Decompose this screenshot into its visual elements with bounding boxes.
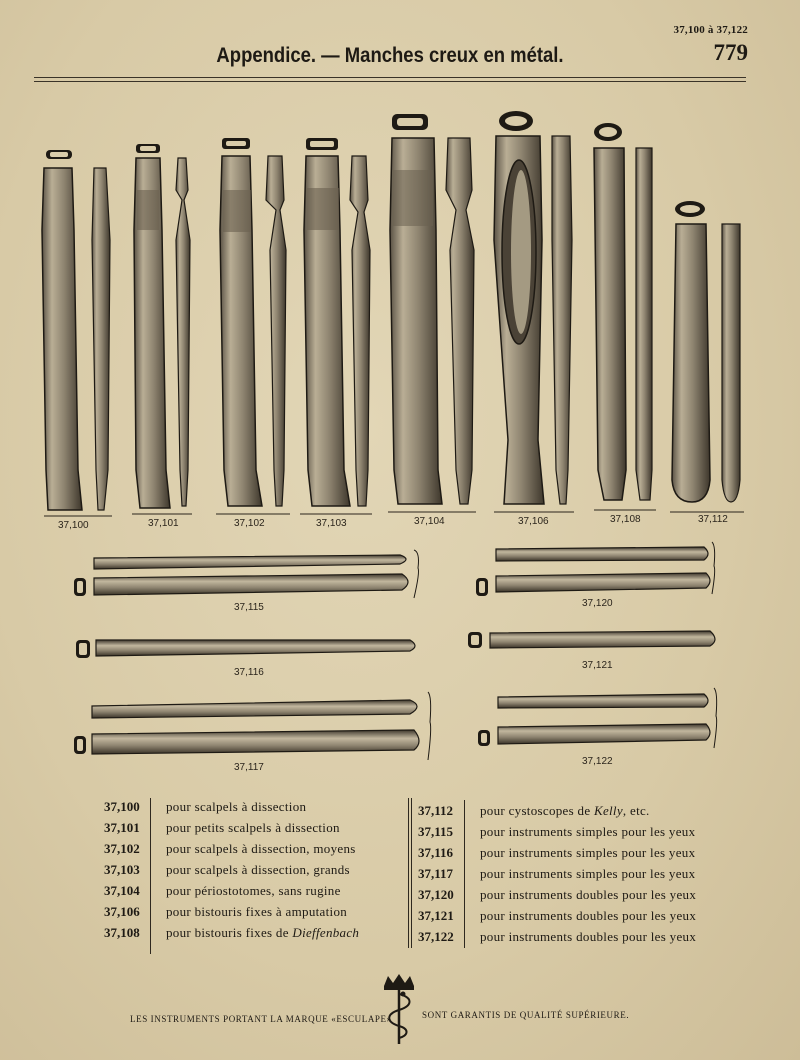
- handle-37120: [476, 542, 715, 596]
- handle-37121: [468, 631, 715, 648]
- handle-37100: [42, 150, 110, 510]
- caption-37100: 37,100: [58, 520, 89, 531]
- table-row: [104, 880, 359, 901]
- item-code: 37,120: [418, 887, 454, 902]
- item-description: pour instruments simples pour les yeux: [480, 866, 696, 881]
- table-row: [104, 859, 359, 880]
- caption-37104: 37,104: [414, 516, 445, 527]
- item-code: 37,100: [104, 799, 140, 814]
- handle-37106: [494, 111, 572, 504]
- table-row: [418, 821, 696, 842]
- handle-37112: [672, 201, 740, 502]
- handle-37116: [76, 640, 415, 658]
- item-code: 37,103: [104, 862, 140, 877]
- handle-37122: [478, 688, 717, 748]
- item-description: pour petits scalpels à dissection: [166, 820, 340, 835]
- item-description: pour bistouris fixes à amputation: [166, 904, 348, 919]
- item-description: pour instruments simples pour les yeux: [480, 845, 696, 860]
- table-row: [418, 800, 696, 821]
- caption-37108: 37,108: [610, 514, 641, 525]
- page-range: 37,100 à 37,122: [673, 24, 748, 36]
- page-number: 779: [713, 40, 748, 65]
- handle-37108: [594, 123, 652, 500]
- item-description: pour cystoscopes de: [480, 803, 591, 818]
- item-code: 37,108: [104, 925, 140, 940]
- item-code: 37,106: [104, 904, 140, 919]
- caption-37101: 37,101: [148, 518, 179, 529]
- table-row: [104, 838, 359, 859]
- handle-37102: [220, 138, 286, 506]
- item-code: 37,116: [418, 845, 454, 860]
- table-right-divider: [464, 800, 465, 948]
- item-description: pour scalpels à dissection, grands: [166, 862, 350, 877]
- handle-37104: [390, 114, 474, 504]
- item-code: 37,121: [418, 908, 454, 923]
- table-row: [418, 884, 696, 905]
- caption-37106: 37,106: [518, 516, 549, 527]
- table-row: [104, 922, 359, 943]
- item-code: 37,122: [418, 929, 454, 944]
- table-row: [418, 863, 696, 884]
- esculape-logo-icon: [376, 972, 422, 1048]
- item-description: pour scalpels à dissection: [166, 799, 307, 814]
- caption-37115: 37,115: [234, 602, 264, 613]
- handle-37115: [74, 550, 419, 598]
- item-description: pour instruments doubles pour les yeux: [480, 887, 697, 902]
- table-row: [104, 796, 359, 817]
- caption-37117: 37,117: [234, 762, 264, 773]
- item-description: pour périostotomes, sans rugine: [166, 883, 341, 898]
- item-eponym: Dieffenbach: [292, 925, 360, 940]
- handle-37117: [74, 692, 431, 760]
- item-code: 37,104: [104, 883, 140, 898]
- caption-37120: 37,120: [582, 598, 613, 609]
- footer-guarantee-text: SONT GARANTIS DE QUALITÉ SUPÉRIEURE.: [422, 1010, 630, 1020]
- table-center-divider-2: [411, 798, 412, 948]
- item-description: pour instruments simples pour les yeux: [480, 824, 696, 839]
- table-row: [104, 817, 359, 838]
- table-row: [418, 926, 696, 947]
- item-description: pour scalpels à dissection, moyens: [166, 841, 356, 856]
- table-center-divider: [408, 798, 409, 948]
- page-title: Appendice. — Manches creux en métal.: [216, 44, 564, 67]
- item-code: 37,117: [418, 866, 454, 881]
- item-code: 37,112: [418, 803, 454, 818]
- caption-37122: 37,122: [582, 756, 613, 767]
- table-left-divider: [150, 798, 151, 954]
- caption-37121: 37,121: [582, 660, 613, 671]
- item-code: 37,115: [418, 824, 454, 839]
- caption-37103: 37,103: [316, 518, 347, 529]
- table-right: [418, 800, 696, 947]
- handle-37103: [304, 138, 370, 506]
- item-description: pour instruments doubles pour les yeux: [480, 929, 697, 944]
- footer-brand-text: LES INSTRUMENTS PORTANT LA MARQUE «ESCULAPE»: [130, 1014, 392, 1024]
- item-description: pour bistouris fixes de: [166, 925, 289, 940]
- caption-37116: 37,116: [234, 667, 264, 678]
- item-code: 37,101: [104, 820, 140, 835]
- item-eponym: Kelly: [593, 803, 623, 818]
- caption-37112: 37,112: [698, 514, 728, 525]
- item-description-suffix: , etc.: [622, 803, 650, 818]
- table-row: [418, 905, 696, 926]
- table-row: [104, 901, 359, 922]
- handle-37101: [134, 144, 190, 508]
- item-description: pour instruments doubles pour les yeux: [480, 908, 697, 923]
- table-left: [104, 796, 359, 943]
- item-code: 37,102: [104, 841, 140, 856]
- table-row: [418, 842, 696, 863]
- caption-37102: 37,102: [234, 518, 265, 529]
